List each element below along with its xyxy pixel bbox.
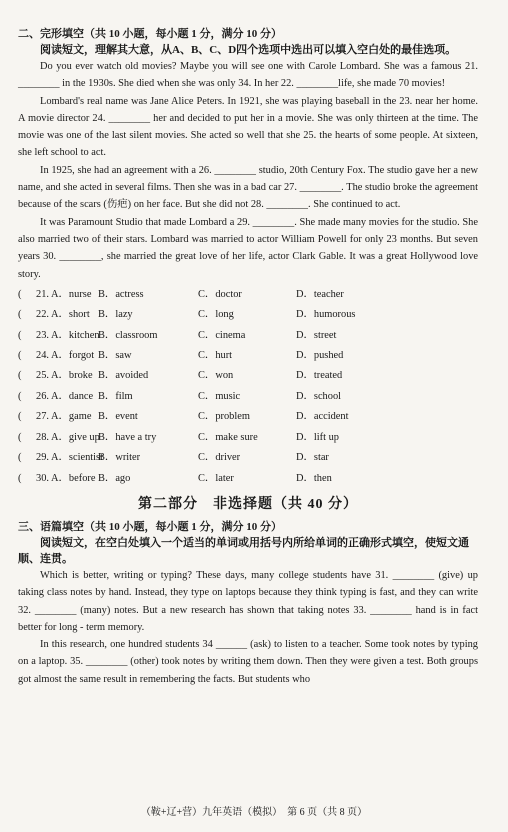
option-d: D．then (296, 472, 332, 484)
question-number: 27. (36, 411, 49, 423)
answer-blank: ( (18, 411, 22, 423)
part-2-title: 第二部分 非选择题（共 40 分） (138, 496, 358, 512)
answer-blank: ( (18, 431, 22, 443)
option-b: B．lazy (98, 309, 133, 321)
option-d: D．pushed (296, 350, 344, 362)
option-c: C．make sure (198, 431, 258, 443)
question-number: 28. (36, 431, 49, 443)
option-b: B．ago (98, 472, 131, 484)
question-number: 24. (36, 350, 49, 362)
option-b: B．avoided (98, 370, 149, 382)
option-c: C．hurt (198, 350, 233, 362)
section-2-instruction: 阅读短文，理解其大意，从A、B、C、D四个选项中选出可以填入空白处的最佳选项。 (40, 44, 457, 56)
answer-blank: ( (18, 370, 22, 382)
option-b: B．saw (98, 350, 132, 362)
answer-blank: ( (18, 390, 22, 402)
section-3-title: 三、语篇填空（共 10 小题，每小题 1 分，满分 10 分） (18, 520, 282, 533)
option-a: A．broke (51, 370, 93, 382)
option-b: B．classroom (98, 329, 158, 341)
question-number: 29. (36, 452, 49, 464)
question-number: 22. (36, 309, 49, 321)
answer-blank: ( (18, 309, 22, 321)
option-d: D．treated (296, 370, 343, 382)
option-row (18, 326, 478, 346)
page-footer: （鞍+辽+营）九年英语（模拟） 第 6 页（共 8 页） (140, 807, 368, 818)
answer-blank: ( (18, 350, 22, 362)
option-a: A．kitchen (51, 329, 100, 341)
option-a: A．game (51, 411, 92, 423)
option-c: C．doctor (198, 288, 242, 300)
question-number: 30. (36, 472, 49, 484)
section-3-instruction: 阅读短文，在空白处填入一个适当的单词或用括号内所给单词的正确形式填空，使短文通顺、连贯。 (18, 536, 469, 565)
option-c: C．problem (198, 411, 250, 423)
option-b: B．film (98, 390, 133, 402)
passage-paragraph: Lombard's real name was Jane Alice Peters. In 1921, she was playing baseball in the 23. near her home. A movie director 24. ________ her and decided to put her in a movie. She was only thirteen at the time. The movie was one of the last silent movies. She acted so well that she 25. the hearts of some people. At sixteen, she left school to act. (18, 95, 478, 159)
option-a: A．forgot (51, 350, 95, 362)
option-c: C．cinema (198, 329, 246, 341)
passage-paragraph: Do you ever watch old movies? Maybe you will see one with Carole Lombard. She was a famous 21. ________ in the 1930s. She died when she was only 34. In her 22. ________life, she made 70 movies! (18, 61, 478, 90)
option-c: C．long (198, 309, 234, 321)
section-2-title: 二、完形填空（共 10 小题，每小题 1 分，满分 10 分） (18, 28, 282, 40)
option-c: C．won (198, 370, 234, 382)
option-a: A．short (51, 309, 90, 321)
option-row (18, 305, 478, 325)
option-a: A．dance (51, 390, 94, 402)
option-c: C．driver (198, 452, 241, 464)
option-b: B．have a try (98, 431, 157, 443)
passage-paragraph: In this research, one hundred students 34 ______ (ask) to listen to a teacher. Some took notes by typing on a laptop. 35. ________ (other) took notes by writing them down. Then they were given a test. Both groups got almost the same result in remembering the facts. But students who (18, 639, 478, 685)
option-c: C．music (198, 390, 241, 402)
option-a: A．give up (51, 431, 100, 443)
option-row (18, 407, 478, 427)
question-number: 25. (36, 370, 49, 382)
question-number: 23. (36, 329, 49, 341)
passage-paragraph: Which is better, writing or typing? These days, many college students have 31. ________ (give) up taking class notes by hand. Instead, they type on laptops because they think typing is fast, and they can write 32. ________ (many) notes. But a new research has shown that taking notes 33. ________ hand is in fact better for long - term memory. (18, 569, 478, 633)
option-a: A．before (51, 472, 96, 484)
answer-blank: ( (18, 452, 22, 464)
option-row (18, 366, 478, 386)
option-d: D．school (296, 390, 342, 402)
option-d: D．teacher (296, 288, 344, 300)
question-number: 21. (36, 288, 49, 300)
option-d: D．star (296, 452, 329, 464)
option-b: B．event (98, 411, 138, 423)
option-row (18, 285, 478, 305)
option-d: D．lift up (296, 431, 340, 443)
option-d: D．street (296, 329, 337, 341)
passage-paragraph: It was Paramount Studio that made Lombard a 29. ________. She made many movies for the studio. She also married two of their stars. Lombard was married to actor William Powell for only 23 months. But seven years 30. ________, she married the great love of her life, actor Clark Gable. It was a great Hollywood love story. (18, 216, 478, 280)
answer-blank: ( (18, 288, 22, 300)
passage-paragraph: In 1925, she had an agreement with a 26. ________ studio, 20th Century Fox. The studio gave her a new name, and she acted in several films. Then she was in a bad car 27. ________. The studio broke the agreement because of the scars (伤疤) on her face. But she did not 28. ________. She continued to act. (18, 164, 478, 211)
option-d: D．humorous (296, 309, 356, 321)
option-row (18, 346, 478, 366)
option-a: A．nurse (51, 288, 92, 300)
option-b: B．actress (98, 288, 144, 300)
answer-blank: ( (18, 329, 22, 341)
option-row (18, 448, 478, 468)
option-b: B．writer (98, 452, 141, 464)
option-a: A．scientist (51, 452, 103, 464)
answer-blank: ( (18, 472, 22, 484)
question-number: 26. (36, 390, 49, 402)
option-row (18, 428, 478, 448)
option-c: C．later (198, 472, 234, 484)
option-d: D．accident (296, 411, 349, 423)
option-row (18, 387, 478, 407)
option-row (18, 469, 478, 489)
options-table (18, 285, 478, 489)
